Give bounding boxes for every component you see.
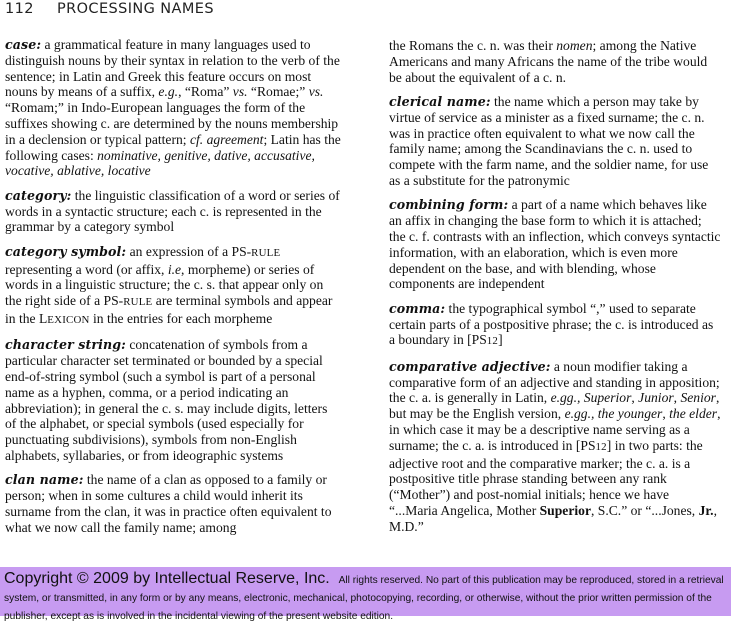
entry-small-caps: RULE — [123, 296, 153, 309]
entry-small-caps: RULE — [251, 246, 281, 259]
entry-definition: representing a word (or affix, — [5, 261, 168, 277]
entry-italic: vs. — [232, 84, 248, 100]
entry-term: category: — [5, 187, 72, 203]
entry-italic: e.gg., the younger — [564, 406, 663, 422]
entry-definition: “Romae;” — [247, 84, 309, 100]
entry-definition: the typographical symbol “,” used to separate certain parts of a postpositive phrase; the c. is introduced as a boundary in [PS — [389, 300, 714, 348]
entry-definition: , “Roma” — [178, 84, 233, 100]
entry-definition: , — [673, 390, 681, 406]
entry-definition: , — [662, 406, 670, 422]
entry-definition: the name of a clan as opposed to a family or person; when in some cultures a child would inherit its surname from the clan, it was in practice often equivalent to what we now call the family name; among — [5, 472, 332, 535]
entry-clerical-name — [389, 94, 721, 189]
entry-character-string — [5, 337, 341, 463]
entry-italic: e.g. — [158, 84, 179, 100]
entry-term: category symbol: — [5, 243, 127, 259]
entry-clan-name-continued — [389, 38, 721, 85]
entry-definition: , — [631, 390, 639, 406]
entry-definition: , but may be the English version, — [389, 390, 720, 422]
entry-italic: nominative, genitive, dative, accusative, vocative, ablative, locative — [5, 147, 315, 179]
entry-definition: a noun modifier taking a comparative form of an adjective and standing in apposition; the c. a. is generally in Latin, — [389, 358, 720, 406]
entry-definition: , S.C.” or “...Jones, — [590, 502, 699, 518]
entry-definition: a grammatical feature in many languages used to distinguish nouns by their syntax in relation to the verb of the sentence; in Latin and Greek this feature occurs on most nouns by means of a suffix, — [5, 37, 340, 100]
entry-italic: Senior — [680, 390, 716, 406]
entry-definition: “Romam;” in Indo-European languages the form of the suffixes showing c. are determined by the nouns membership in a declension or typical pattern; — [5, 100, 339, 147]
entry-definition: ; among the Native Americans and many Africans the name of the tribe would be about the equivalent of a c. n. — [389, 38, 708, 85]
entry-bold: Superior — [539, 502, 591, 518]
entry-italic: e.gg., Superior — [550, 390, 632, 406]
entry-italic: vs. — [308, 84, 324, 100]
entry-definition: are terminal symbols and appear in the L — [5, 293, 333, 326]
entry-term: clerical name: — [389, 93, 491, 109]
entry-term: comparative adjective: — [389, 358, 551, 374]
entry-combining-form — [389, 197, 721, 292]
page-number: 112 — [5, 1, 34, 17]
entry-definition: the linguistic classification of a word or series of words in a syntactic structure; each c. is represented in the grammar by a category symbol — [5, 187, 340, 235]
left-column — [5, 37, 341, 544]
entry-italic: the elder — [669, 406, 718, 422]
entry-small-caps: EXICON — [47, 313, 90, 326]
entry-definition: ; Latin has the following cases: — [5, 131, 341, 163]
entry-bold: Jr. — [698, 502, 714, 518]
entry-definition: , morpheme) or series of words in a linguistic structure; the c. s. that appear only on the right side of a PS- — [5, 261, 324, 309]
entry-comparative-adjective — [389, 359, 721, 535]
entry-definition: ] in two parts: the adjective root and the comparative marker; the c. a. is a postpositive title phrase standing between any rank (“Mother”) and post-nomial initials; hence we have “...Maria Angelica, Mother — [389, 437, 703, 518]
entry-definition: the Romans the c. n. was their — [389, 38, 557, 53]
rights-notice: All rights reserved. No part of this publication may be reproduced, stored in a retrieval system, or transmitted, in any form or by any means, electronic, mechanical, photocopying, recording, or otherwise, without the prior written permission of the publisher, except as is involved in the incidental viewing of the present website edition. — [4, 575, 724, 622]
entry-definition: an expression of a PS- — [126, 243, 252, 259]
entry-definition: , in which case it may be a descriptive name serving as a surname; the c. a. is introduced in [PS — [389, 406, 721, 453]
entry-italic: cf. agreement — [189, 131, 264, 147]
entry-definition: ] — [498, 332, 503, 348]
entry-term: case: — [5, 37, 42, 52]
entry-term: clan name: — [5, 472, 84, 488]
entry-definition: the name which a person may take by virtue of service as a minister as a fixed surname; the c. n. was in practice often equivalent to what we now call the family name; among the Scandinavians the c. n. used to compete with the farm name, and the soldier name, for use as a substitute for the patronymic — [389, 93, 709, 188]
entry-category — [5, 188, 341, 235]
running-header — [5, 1, 214, 21]
entry-italic: Junior — [638, 390, 674, 406]
entry-term: comma: — [389, 300, 446, 316]
entry-definition: concatenation of symbols from a particular character set terminated or bounded by a special end-of-string symbol (such a symbol is part of a personal name as a hyphen, comma, or a period indicating an abbreviation); in general the c. s. may include digits, letters of the alphabet, or special symbols (used especially for punctuating subdivisions), symbols from non-English alphabets, syllabaries, or from ideographic systems — [5, 337, 328, 463]
copyright-line: Copyright © 2009 by Intellectual Reserve, Inc. — [4, 570, 330, 587]
entry-small-caps: 12 — [595, 440, 607, 453]
entry-case — [5, 37, 341, 179]
entry-italic: i.e — [167, 261, 182, 277]
entry-small-caps: 12 — [486, 335, 499, 348]
entry-italic: nomen — [556, 38, 593, 53]
copyright-footer — [0, 567, 731, 622]
entry-term: character string: — [5, 337, 126, 353]
running-title: PROCESSING NAMES — [57, 1, 214, 17]
entry-category-symbol — [5, 244, 341, 329]
entry-term: combining form: — [389, 197, 509, 213]
entry-clan-name — [5, 472, 341, 535]
right-column — [389, 38, 721, 543]
entry-definition: , M.D.” — [389, 502, 717, 534]
entry-comma — [389, 301, 721, 350]
entry-definition: in the entries for each morpheme — [89, 310, 273, 326]
entry-definition: a part of a name which behaves like an affix in changing the base form to which it is attached; the c. f. contrasts with an inflection, which conveys syntactic information, with an elaboration, which is even more dependent on the base, and with blending, whose components are independent — [389, 197, 721, 292]
